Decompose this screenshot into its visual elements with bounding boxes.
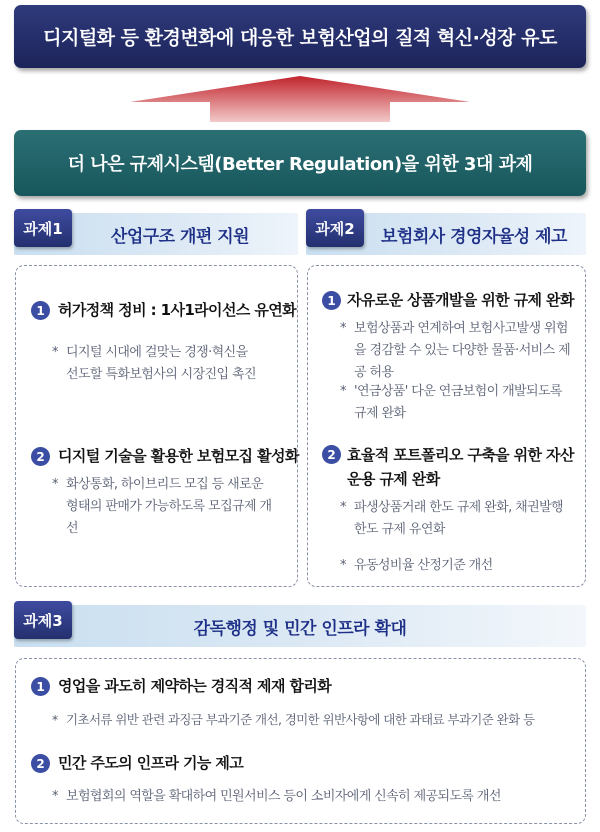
task3-item2-bullet: [52, 786, 571, 808]
bullet-text: 보험상품과 연계하여 보험사고발생 위험을 경감할 수 있는 다양한 물품·서비스 제공 허용: [354, 321, 571, 380]
task3-item1-heading: 영업을 과도히 제약하는 경직적 제재 합리화: [58, 677, 332, 695]
task2-item2-number: 2: [322, 445, 341, 464]
bullet-text: 화상통화, 하이브리드 모집 등 새로운 형태의 판매가 가능하도록 모집규제 개선: [66, 477, 272, 536]
task2-item1-number: 1: [322, 291, 341, 310]
task2-item1-heading: 자유로운 상품개발을 위한 규제 완화: [347, 291, 574, 309]
bullet-mark: *: [52, 712, 58, 727]
task1-item1-number: 1: [31, 301, 50, 320]
task3-item2-heading: 민간 주도의 인프라 기능 제고: [58, 754, 244, 772]
task2-item1-bullet2: [340, 381, 564, 425]
bullet-mark: *: [340, 500, 346, 515]
task2-item1-bullet1: [340, 318, 576, 384]
bullet-mark: *: [52, 345, 58, 360]
bullet-mark: *: [52, 789, 58, 804]
regulation-banner: 더 나은 규제시스템(Better Regulation)을 위한 3대 과제: [14, 130, 586, 196]
task1-item1-bullet: [52, 342, 262, 386]
up-arrow-icon: [130, 76, 470, 122]
task3-title: 감독행정 및 민간 인프라 확대: [193, 618, 407, 639]
bullet-mark: *: [340, 558, 346, 573]
task2-item2-heading: 효율적 포트폴리오 구축을 위한 자산운용 규제 완화: [347, 446, 574, 488]
bullet-text: 보험협회의 역할을 확대하여 민원서비스 등이 소비자에게 신속히 제공되도록 개선: [66, 789, 501, 804]
bullet-mark: *: [340, 321, 346, 336]
task3-item1-bullet: [52, 709, 571, 731]
goal-banner: 디지털화 등 환경변화에 대응한 보험산업의 질적 혁신·성장 유도: [14, 5, 586, 68]
bullet-text: 디지털 시대에 걸맞는 경쟁·혁신을 선도할 특화보험사의 시장진입 촉진: [66, 345, 256, 382]
bullet-text: 파생상품거래 한도 규제 완화, 채권발행 한도 규제 유연화: [354, 500, 563, 537]
task3-item1-number: 1: [31, 677, 50, 696]
bullet-mark: *: [340, 384, 346, 399]
task1-title: 산업구조 개편 지원: [110, 226, 250, 247]
task2-item2-bullet1: [340, 497, 564, 541]
bullet-text: 유동성비율 산정기준 개선: [354, 558, 493, 573]
task3-tag: 과제3: [14, 601, 72, 639]
task1-item2-heading: 디지털 기술을 활용한 보험모집 활성화: [58, 447, 299, 465]
task2-tag: 과제2: [306, 209, 364, 247]
task1-item2-bullet: [52, 474, 278, 540]
task2-title: 보험회사 경영자율성 제고: [381, 226, 567, 247]
task3-item2-number: 2: [31, 754, 50, 773]
bullet-text: '연금상품' 다운 연금보험이 개발되도록 규제 완화: [354, 384, 562, 421]
task1-item1-heading: 허가정책 정비 : 1사1라이선스 유연화: [58, 301, 297, 319]
task2-item2-bullet2: [340, 555, 564, 577]
task3-title-band: [14, 605, 586, 647]
task1-item2-number: 2: [31, 447, 50, 466]
bullet-text: 기초서류 위반 관련 과징금 부과기준 개선, 경미한 위반사항에 대한 과태료 부과기준 완화 등: [66, 712, 535, 727]
bullet-mark: *: [52, 477, 58, 492]
task1-tag: 과제1: [14, 209, 72, 247]
